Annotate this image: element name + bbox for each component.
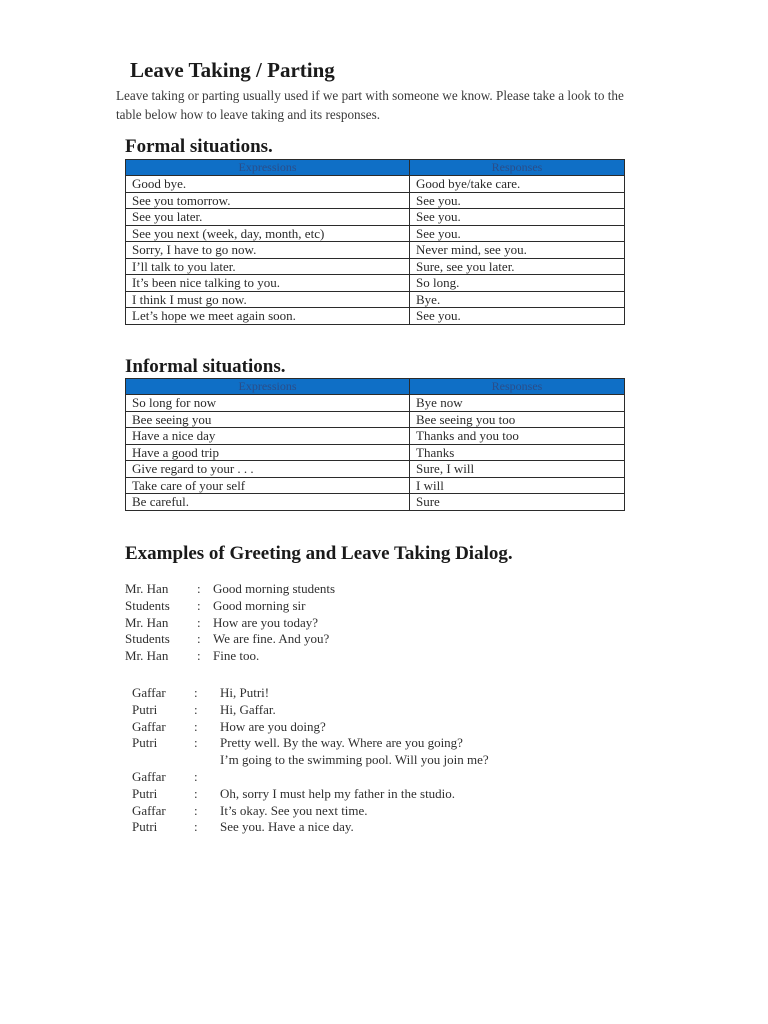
utterance: Oh, sorry I must help my father in the studio. bbox=[220, 785, 456, 801]
expression-cell: Sorry, I have to go now. bbox=[126, 242, 410, 259]
dialog-line bbox=[132, 702, 520, 719]
response-cell: See you. bbox=[410, 209, 625, 226]
informal-heading: Informal situations. bbox=[125, 356, 286, 377]
table-row bbox=[126, 225, 625, 242]
expression-cell: Let’s hope we meet again soon. bbox=[126, 308, 410, 325]
response-cell: See you. bbox=[410, 308, 625, 325]
colon: : bbox=[194, 718, 198, 734]
response-cell: Sure, I will bbox=[410, 461, 625, 478]
speaker: Gaffar bbox=[132, 718, 166, 734]
dialog-gaffar-putri bbox=[132, 685, 520, 836]
colon: : bbox=[197, 648, 201, 664]
expression-cell: Be careful. bbox=[126, 494, 410, 511]
expression-cell: Take care of your self bbox=[126, 477, 410, 494]
speaker: Mr. Han bbox=[125, 648, 169, 664]
intro-paragraph: Leave taking or parting usually used if we part with someone we know. Please take a look to the table below how to leave taking and its responses. bbox=[116, 88, 624, 122]
table-row bbox=[126, 444, 625, 461]
speaker: Mr. Han bbox=[125, 581, 169, 596]
table-row bbox=[126, 411, 625, 428]
expression-cell: Good bye. bbox=[126, 176, 410, 193]
speaker: Putri bbox=[132, 785, 158, 801]
speaker: Gaffar bbox=[132, 802, 166, 818]
table-header-row bbox=[126, 379, 625, 395]
expression-cell: Have a nice day bbox=[126, 428, 410, 445]
informal-table bbox=[125, 378, 625, 511]
response-cell: So long. bbox=[410, 275, 625, 292]
examples-heading: Examples of Greeting and Leave Taking Dialog. bbox=[125, 543, 513, 564]
colon: : bbox=[194, 768, 198, 784]
dialog-line bbox=[125, 598, 335, 615]
colon: : bbox=[194, 819, 198, 835]
expression-cell: I’ll talk to you later. bbox=[126, 258, 410, 275]
dialog-line bbox=[132, 786, 520, 803]
utterance: Pretty well. By the way. Where are you going? bbox=[220, 735, 463, 751]
response-cell: Bye now bbox=[410, 395, 625, 412]
expression-cell: Have a good trip bbox=[126, 444, 410, 461]
table-row bbox=[126, 308, 625, 325]
dialog-line bbox=[125, 648, 335, 665]
dialog-line bbox=[132, 735, 520, 752]
response-cell: Sure bbox=[410, 494, 625, 511]
table-row bbox=[126, 192, 625, 209]
expression-cell: So long for now bbox=[126, 395, 410, 412]
table-row bbox=[126, 275, 625, 292]
utterance: We are fine. And you? bbox=[213, 631, 330, 647]
response-cell: Good bye/take care. bbox=[410, 176, 625, 193]
utterance: I’m going to the swimming pool. Will you join me? bbox=[220, 752, 489, 768]
dialog-line bbox=[132, 685, 520, 702]
dialog-line bbox=[132, 819, 520, 836]
colon: : bbox=[194, 802, 198, 818]
response-cell: I will bbox=[410, 477, 625, 494]
speaker: Mr. Han bbox=[125, 614, 169, 630]
colon: : bbox=[197, 597, 201, 613]
colon: : bbox=[194, 735, 198, 751]
formal-table bbox=[125, 159, 625, 325]
speaker: Putri bbox=[132, 819, 158, 835]
expression-cell: It’s been nice talking to you. bbox=[126, 275, 410, 292]
table-row bbox=[126, 176, 625, 193]
responses-header: Responses bbox=[410, 379, 625, 395]
response-cell: See you. bbox=[410, 225, 625, 242]
colon: : bbox=[194, 701, 198, 717]
dialog-line bbox=[125, 631, 335, 648]
speaker: Putri bbox=[132, 735, 158, 751]
colon: : bbox=[194, 685, 198, 700]
table-row bbox=[126, 258, 625, 275]
dialog-line bbox=[132, 752, 520, 786]
colon: : bbox=[194, 785, 198, 801]
table-row bbox=[126, 291, 625, 308]
expression-cell: See you later. bbox=[126, 209, 410, 226]
expression-cell: I think I must go now. bbox=[126, 291, 410, 308]
dialog-line bbox=[132, 719, 520, 736]
response-cell: Thanks bbox=[410, 444, 625, 461]
table-row bbox=[126, 428, 625, 445]
utterance: Hi, Putri! bbox=[220, 685, 270, 700]
expression-cell: Bee seeing you bbox=[126, 411, 410, 428]
dialog-line bbox=[132, 803, 520, 820]
speaker: Putri bbox=[132, 701, 158, 717]
utterance: How are you doing? bbox=[220, 718, 326, 734]
utterance: Hi, Gaffar. bbox=[220, 701, 276, 717]
table-row bbox=[126, 461, 625, 478]
utterance: How are you today? bbox=[213, 614, 319, 630]
responses-header: Responses bbox=[410, 160, 625, 176]
table-row bbox=[126, 494, 625, 511]
table-row bbox=[126, 242, 625, 259]
dialog-mr-han bbox=[125, 581, 335, 665]
utterance: It’s okay. See you next time. bbox=[220, 802, 368, 818]
dialog-line bbox=[125, 615, 335, 632]
utterance: Good morning students bbox=[213, 581, 336, 596]
formal-heading: Formal situations. bbox=[125, 136, 273, 157]
table-row bbox=[126, 395, 625, 412]
colon: : bbox=[197, 614, 201, 630]
page-title: Leave Taking / Parting bbox=[130, 58, 335, 82]
speaker: Students bbox=[125, 597, 170, 613]
response-cell: Bee seeing you too bbox=[410, 411, 625, 428]
speaker: Gaffar bbox=[132, 768, 166, 784]
table-header-row bbox=[126, 160, 625, 176]
expressions-header: Expressions bbox=[126, 160, 410, 176]
expression-cell: Give regard to your . . . bbox=[126, 461, 410, 478]
response-cell: Sure, see you later. bbox=[410, 258, 625, 275]
table-row bbox=[126, 477, 625, 494]
expressions-header: Expressions bbox=[126, 379, 410, 395]
response-cell: Never mind, see you. bbox=[410, 242, 625, 259]
utterance: See you. Have a nice day. bbox=[220, 819, 354, 835]
response-cell: Bye. bbox=[410, 291, 625, 308]
table-row bbox=[126, 209, 625, 226]
utterance: Fine too. bbox=[213, 648, 260, 664]
speaker: Students bbox=[125, 631, 170, 647]
expression-cell: See you tomorrow. bbox=[126, 192, 410, 209]
expression-cell: See you next (week, day, month, etc) bbox=[126, 225, 410, 242]
speaker: Gaffar bbox=[132, 685, 166, 700]
colon: : bbox=[197, 581, 201, 596]
response-cell: See you. bbox=[410, 192, 625, 209]
dialog-line bbox=[125, 581, 335, 598]
colon: : bbox=[197, 631, 201, 647]
response-cell: Thanks and you too bbox=[410, 428, 625, 445]
utterance: Good morning sir bbox=[213, 597, 306, 613]
